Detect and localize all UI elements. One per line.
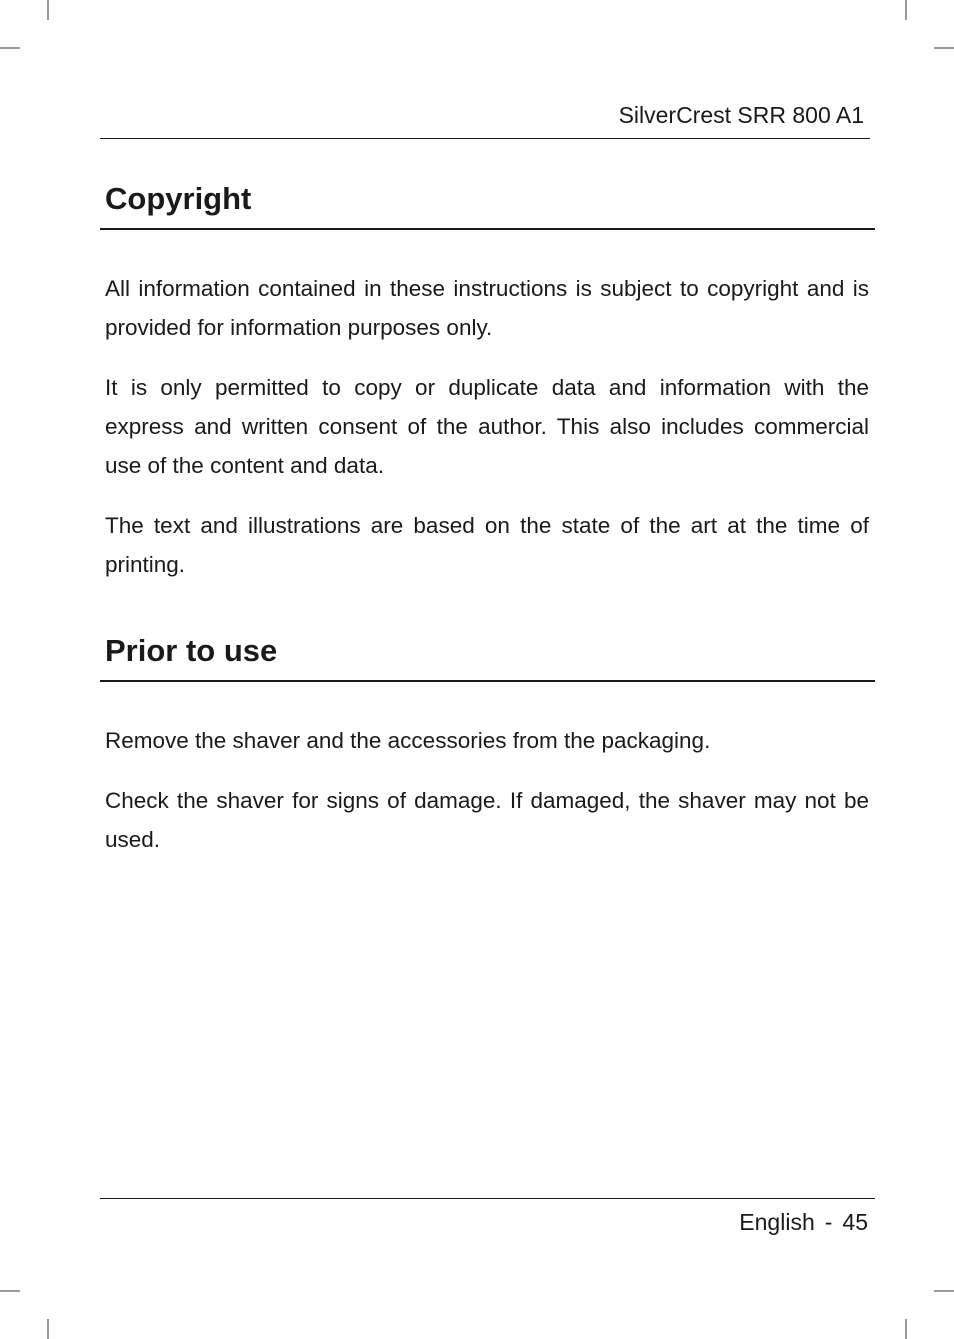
prior-to-use-paragraph-2: Check the shaver for signs of damage. If damaged, the shaver may not be used.: [105, 788, 869, 852]
section-heading-copyright: Copyright: [105, 181, 252, 216]
footer-rule: [100, 1198, 875, 1199]
crop-mark-top-right: [905, 0, 907, 20]
crop-mark-left-bottom: [0, 1290, 20, 1292]
copyright-paragraph-2: It is only permitted to copy or duplicate data and information with the express and written consent of the author. This also includes commercial use of the content and data.: [105, 375, 869, 478]
section-heading-prior-to-use: Prior to use: [105, 633, 278, 668]
crop-mark-left-top: [0, 47, 20, 49]
page-number: 45: [842, 1209, 868, 1235]
section-rule-copyright: [100, 228, 875, 230]
footer-separator: -: [824, 1209, 833, 1235]
running-header: SilverCrest SRR 800 A1: [618, 102, 864, 128]
crop-mark-right-bottom: [934, 1290, 954, 1292]
header-rule: [100, 138, 870, 139]
copyright-paragraph-3: The text and illustrations are based on the state of the art at the time of printing.: [105, 513, 869, 577]
crop-mark-top-left: [47, 0, 49, 20]
page-footer: [739, 1206, 868, 1238]
prior-to-use-paragraph-1: Remove the shaver and the accessories from the packaging.: [105, 728, 711, 753]
crop-mark-bottom-left: [47, 1319, 49, 1339]
footer-language: English: [739, 1209, 815, 1235]
copyright-paragraph-1: All information contained in these instructions is subject to copyright and is provided for information purposes only.: [105, 276, 869, 340]
section-rule-prior-to-use: [100, 680, 875, 682]
crop-mark-bottom-right: [905, 1319, 907, 1339]
crop-mark-right-top: [934, 47, 954, 49]
